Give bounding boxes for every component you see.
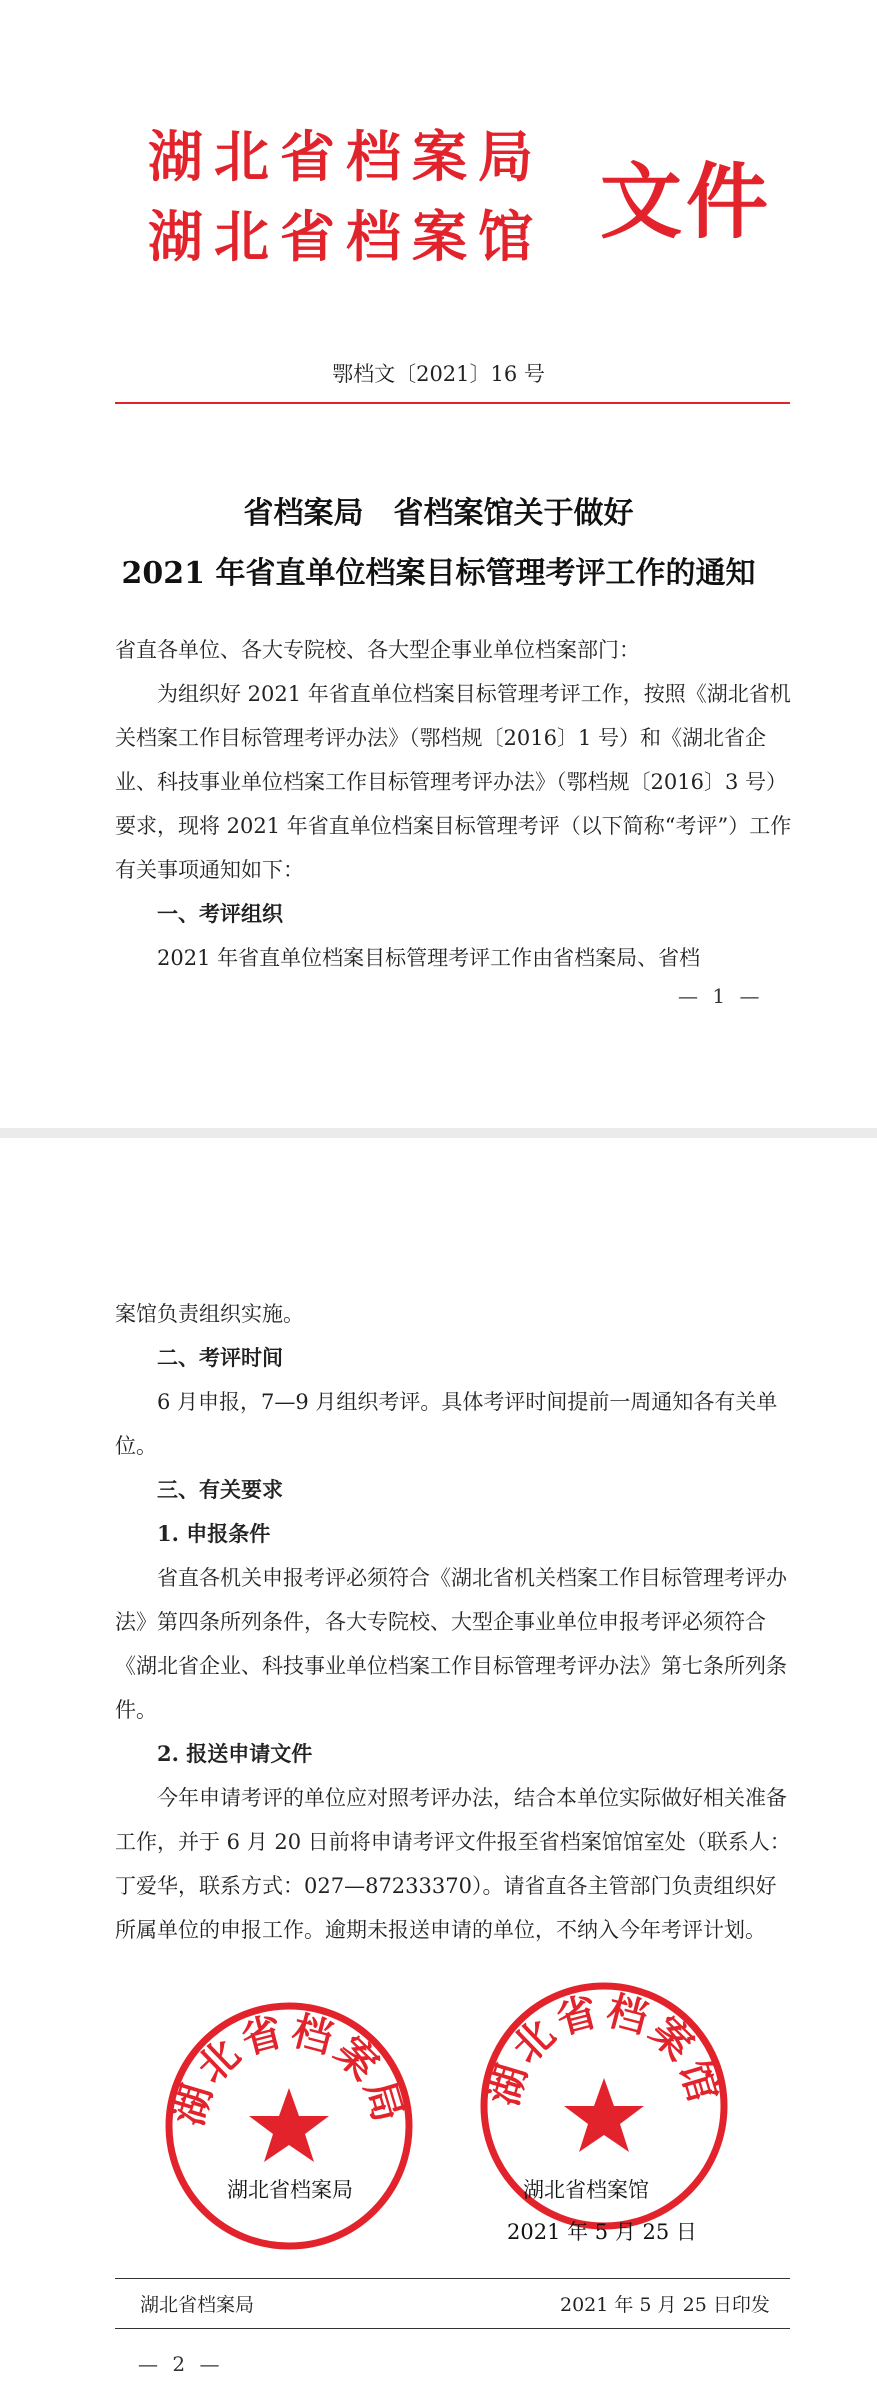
section-1-text-continued: 案馆负责组织实施。	[115, 1302, 304, 1326]
page-number-1: — 1 —	[678, 984, 764, 1008]
seal-1-text: 湖北省档案局	[164, 2006, 414, 2131]
title-line-1: 省档案局 省档案馆关于做好	[243, 496, 634, 531]
seal-1-label: 湖北省档案局	[227, 2178, 353, 2202]
title-line-2: 2021 年省直单位档案目标管理考评工作的通知	[121, 556, 756, 591]
page-separator	[0, 1128, 877, 1138]
footer-rule-bottom	[115, 2328, 790, 2329]
signature-date: 2021 年 5 月 25 日	[507, 2220, 697, 2244]
footer-issuer: 湖北省档案局	[140, 2294, 255, 2316]
sub-2-text: 今年申请考评的单位应对照考评办法，结合本单位实际做好相关准备工作，并于 6 月 20 日前将申请考评文件报至省档案馆馆室处（联系人：丁爱华，联系方式：027—87233370）。请省直各主管部门负责组织好所属单位的申报工作。逾期未报送申请的单位，不纳入今年考评计划。	[115, 1786, 791, 1942]
seal-2-label: 湖北省档案馆	[523, 2178, 649, 2202]
document-word: 文件	[600, 154, 773, 250]
intro-paragraph: 为组织好 2021 年省直单位档案目标管理考评工作，按照《湖北省机关档案工作目标管理考评办法》（鄂档规〔2016〕1 号）和《湖北省企业、科技事业单位档案工作目标管理考评办法》（鄂档规〔2016〕3 号）要求，现将 2021 年省直单位档案目标管理考评（以下简称“考评”）工作有关事项通知如下：	[115, 682, 792, 882]
section-1-heading: 一、考评组织	[157, 901, 283, 926]
page-1	[0, 0, 877, 1128]
section-1-text: 2021 年省直单位档案目标管理考评工作由省档案局、省档	[157, 946, 701, 970]
page-2	[0, 1138, 877, 2404]
agency-name-2: 湖北省档案馆	[148, 204, 545, 269]
sub-1-text: 省直各机关申报考评必须符合《湖北省机关档案工作目标管理考评办法》第四条所列条件，各大专院校、大型企事业单位申报考评必须符合《湖北省企业、科技事业单位档案工作目标管理考评办法》第七条所列条件。	[115, 1566, 787, 1722]
section-3-heading: 三、有关要求	[157, 1477, 283, 1502]
salutation: 省直各单位、各大专院校、各大型企事业单位档案部门：	[115, 638, 640, 662]
red-divider	[115, 402, 790, 404]
section-2-text: 6 月申报，7—9 月组织考评。具体考评时间提前一周通知各有关单位。	[115, 1390, 778, 1458]
seal-2-text: 湖北省档案馆	[479, 1986, 729, 2111]
section-2-heading: 二、考评时间	[157, 1345, 283, 1370]
footer-print-date: 2021 年 5 月 25 日印发	[560, 2294, 770, 2316]
page-number-2: — 2 —	[138, 2352, 224, 2376]
seal-archives-bureau	[163, 2000, 415, 2252]
sub-1-heading: 1. 申报条件	[157, 1521, 271, 1546]
footer-rule-top	[115, 2278, 790, 2279]
sub-2-heading: 2. 报送申请文件	[157, 1741, 313, 1766]
document-number: 鄂档文〔2021〕16 号	[332, 362, 545, 386]
agency-name-1: 湖北省档案局	[148, 124, 545, 189]
